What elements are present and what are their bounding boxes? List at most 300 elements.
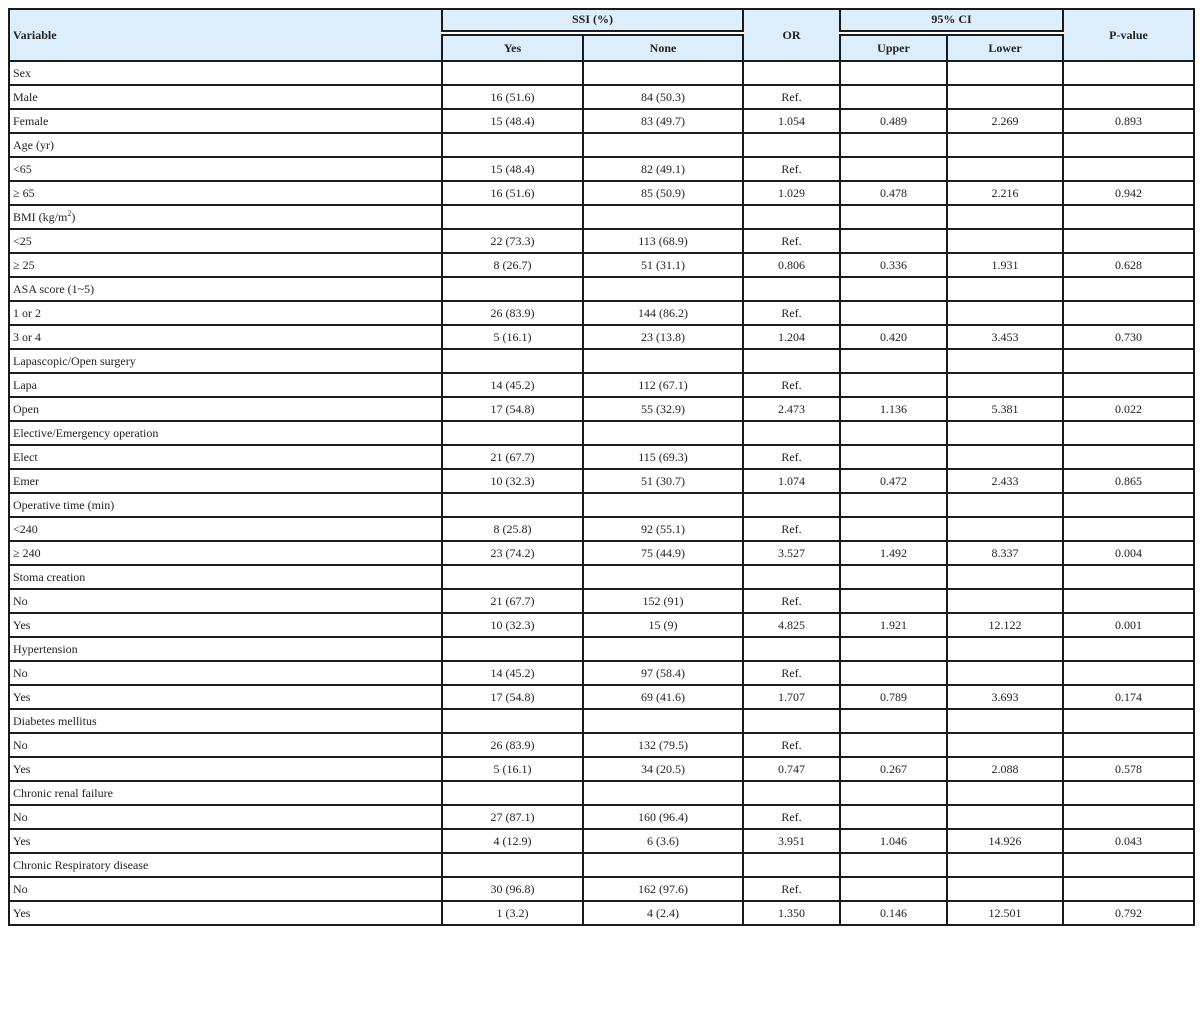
cell-ssi-none: 51 (30.7) [583,469,743,493]
cell-ci-upper [840,373,947,397]
cell-ssi-none: 4 (2.4) [583,901,743,925]
cell-variable [9,301,442,325]
cell-ci-upper [840,637,947,661]
cell-ssi-none [583,133,743,157]
table-row [9,349,1194,373]
cell-ssi-yes: 10 (32.3) [442,469,583,493]
table-row [9,805,1194,829]
table-row [9,493,1194,517]
cell-ssi-yes: 27 (87.1) [442,805,583,829]
table-row [9,301,1194,325]
cell-or: Ref. [743,805,840,829]
cell-ssi-yes: 5 (16.1) [442,325,583,349]
table-row [9,61,1194,85]
cell-ci-lower [947,709,1063,733]
cell-pvalue: 0.043 [1063,829,1194,853]
table-row [9,469,1194,493]
cell-pvalue [1063,205,1194,229]
cell-variable [9,277,442,301]
cell-variable [9,901,442,925]
cell-variable [9,205,442,229]
cell-ci-upper [840,709,947,733]
cell-or: 3.527 [743,541,840,565]
table-body [9,61,1194,925]
cell-pvalue [1063,229,1194,253]
cell-or: 4.825 [743,613,840,637]
cell-or: Ref. [743,229,840,253]
cell-pvalue: 0.174 [1063,685,1194,709]
variable-label: ASA score (1~5) [13,282,95,296]
cell-ssi-yes: 17 (54.8) [442,685,583,709]
cell-ci-upper [840,853,947,877]
cell-ci-upper [840,61,947,85]
cell-or: Ref. [743,589,840,613]
cell-variable [9,661,442,685]
cell-pvalue: 0.942 [1063,181,1194,205]
cell-ci-upper [840,229,947,253]
cell-ci-upper [840,277,947,301]
cell-or [743,421,840,445]
cell-ssi-none: 152 (91) [583,589,743,613]
cell-variable [9,493,442,517]
variable-label: No [13,666,28,680]
cell-ssi-yes: 4 (12.9) [442,829,583,853]
variable-label: Yes [13,618,31,632]
cell-ssi-none: 112 (67.1) [583,373,743,397]
cell-ci-lower [947,733,1063,757]
cell-ci-lower [947,205,1063,229]
variable-label-superscript: 2 [67,209,72,218]
cell-ssi-yes [442,205,583,229]
cell-variable [9,109,442,133]
cell-or: 1.707 [743,685,840,709]
cell-ci-lower [947,349,1063,373]
variable-label: Chronic renal failure [13,786,113,800]
cell-ci-upper [840,301,947,325]
table-row [9,709,1194,733]
table-row [9,901,1194,925]
cell-ci-lower [947,301,1063,325]
cell-ci-upper [840,493,947,517]
cell-ssi-none: 23 (13.8) [583,325,743,349]
cell-ci-lower: 2.269 [947,109,1063,133]
cell-pvalue: 0.730 [1063,325,1194,349]
cell-variable [9,589,442,613]
cell-or: Ref. [743,85,840,109]
cell-variable [9,757,442,781]
cell-ci-upper: 1.136 [840,397,947,421]
cell-variable [9,373,442,397]
cell-ci-lower [947,445,1063,469]
cell-ssi-none [583,349,743,373]
cell-or: Ref. [743,157,840,181]
cell-ci-lower: 12.501 [947,901,1063,925]
cell-variable [9,469,442,493]
cell-variable [9,397,442,421]
table-row [9,877,1194,901]
cell-variable [9,541,442,565]
cell-ci-lower [947,805,1063,829]
cell-ssi-yes: 15 (48.4) [442,109,583,133]
cell-ci-upper [840,157,947,181]
variable-label: ≥ 25 [13,258,35,272]
cell-ci-lower [947,493,1063,517]
cell-ssi-yes: 22 (73.3) [442,229,583,253]
cell-ssi-none [583,493,743,517]
variable-label: Yes [13,834,31,848]
cell-ci-lower: 2.216 [947,181,1063,205]
table-row [9,565,1194,589]
variable-label: ≥ 65 [13,186,35,200]
cell-ci-upper: 0.336 [840,253,947,277]
cell-ssi-none: 69 (41.6) [583,685,743,709]
cell-variable [9,805,442,829]
cell-ssi-yes: 14 (45.2) [442,373,583,397]
cell-ci-lower [947,61,1063,85]
cell-variable [9,637,442,661]
variable-label: Elective/Emergency operation [13,426,159,440]
cell-ssi-none [583,61,743,85]
table-row [9,397,1194,421]
cell-ssi-yes [442,709,583,733]
cell-or: Ref. [743,661,840,685]
cell-or: Ref. [743,445,840,469]
cell-ci-lower [947,421,1063,445]
cell-ssi-none [583,277,743,301]
cell-ssi-yes: 17 (54.8) [442,397,583,421]
variable-label: ≥ 240 [13,546,41,560]
cell-ssi-yes: 16 (51.6) [442,181,583,205]
table-row [9,685,1194,709]
cell-ci-lower [947,229,1063,253]
cell-or [743,853,840,877]
cell-variable [9,565,442,589]
variable-label: Sex [13,66,31,80]
header-pvalue: P-value [1063,9,1194,61]
cell-or [743,565,840,589]
header-ssi: SSI (%) [442,9,743,33]
cell-pvalue: 0.628 [1063,253,1194,277]
header-ssi-none: None [583,33,743,61]
variable-label: No [13,882,28,896]
cell-ci-lower [947,853,1063,877]
cell-ssi-none: 162 (97.6) [583,877,743,901]
cell-ci-upper [840,733,947,757]
table-row [9,589,1194,613]
cell-variable [9,85,442,109]
table-row [9,517,1194,541]
cell-pvalue [1063,349,1194,373]
cell-pvalue: 0.001 [1063,613,1194,637]
table-container [8,8,1195,926]
variable-label: Emer [13,474,39,488]
table-row [9,445,1194,469]
cell-ssi-none: 160 (96.4) [583,805,743,829]
cell-or: 3.951 [743,829,840,853]
cell-ci-lower: 8.337 [947,541,1063,565]
cell-ssi-none [583,853,743,877]
cell-ssi-yes: 1 (3.2) [442,901,583,925]
cell-pvalue: 0.022 [1063,397,1194,421]
variable-label: Open [13,402,39,416]
cell-or [743,709,840,733]
cell-or [743,277,840,301]
table-row [9,637,1194,661]
variable-label: Elect [13,450,38,464]
cell-ssi-yes: 10 (32.3) [442,613,583,637]
cell-ci-lower [947,565,1063,589]
cell-variable [9,325,442,349]
cell-variable [9,853,442,877]
cell-ssi-yes [442,565,583,589]
cell-ssi-none: 6 (3.6) [583,829,743,853]
cell-pvalue: 0.578 [1063,757,1194,781]
cell-ci-upper [840,877,947,901]
cell-pvalue [1063,61,1194,85]
cell-or: Ref. [743,733,840,757]
cell-pvalue [1063,709,1194,733]
cell-ci-upper [840,661,947,685]
cell-ssi-none: 144 (86.2) [583,301,743,325]
table-row [9,421,1194,445]
cell-ci-lower: 12.122 [947,613,1063,637]
cell-ssi-none [583,637,743,661]
cell-variable [9,733,442,757]
cell-variable [9,229,442,253]
cell-ci-lower [947,373,1063,397]
cell-ssi-yes [442,349,583,373]
cell-ssi-none [583,781,743,805]
cell-ssi-yes: 26 (83.9) [442,733,583,757]
cell-pvalue [1063,589,1194,613]
cell-variable [9,253,442,277]
cell-ssi-none: 51 (31.1) [583,253,743,277]
table-row [9,661,1194,685]
cell-variable [9,685,442,709]
table-row [9,829,1194,853]
table-row [9,781,1194,805]
table-row [9,253,1194,277]
header-ci: 95% CI [840,9,1063,33]
cell-ci-upper: 0.420 [840,325,947,349]
cell-variable [9,61,442,85]
table-header [9,9,1194,61]
cell-pvalue [1063,637,1194,661]
header-ci-upper: Upper [840,33,947,61]
cell-ci-upper [840,349,947,373]
header-ci-lower: Lower [947,33,1063,61]
cell-pvalue [1063,133,1194,157]
cell-variable [9,877,442,901]
cell-pvalue [1063,565,1194,589]
table-row [9,109,1194,133]
variable-label: No [13,810,28,824]
cell-ci-lower [947,589,1063,613]
cell-ci-lower [947,517,1063,541]
table-row [9,85,1194,109]
cell-ci-lower [947,781,1063,805]
table-row [9,229,1194,253]
cell-ci-upper [840,589,947,613]
cell-or: Ref. [743,877,840,901]
variable-label: Yes [13,762,31,776]
cell-ci-upper: 1.921 [840,613,947,637]
cell-or [743,781,840,805]
header-ssi-yes: Yes [442,33,583,61]
variable-label: Age (yr) [13,138,54,152]
variable-label: Lapascopic/Open surgery [13,354,136,368]
cell-ci-lower: 2.088 [947,757,1063,781]
header-or: OR [743,9,840,61]
table-row [9,277,1194,301]
cell-variable [9,709,442,733]
cell-variable [9,181,442,205]
cell-ci-upper [840,805,947,829]
cell-pvalue [1063,445,1194,469]
cell-or: 1.350 [743,901,840,925]
cell-ssi-none: 115 (69.3) [583,445,743,469]
cell-ssi-yes: 30 (96.8) [442,877,583,901]
cell-ci-lower [947,85,1063,109]
cell-pvalue [1063,733,1194,757]
cell-ssi-none: 84 (50.3) [583,85,743,109]
cell-pvalue [1063,85,1194,109]
cell-ssi-yes [442,277,583,301]
cell-pvalue [1063,157,1194,181]
cell-ssi-yes: 8 (26.7) [442,253,583,277]
cell-or [743,133,840,157]
cell-ci-lower: 3.693 [947,685,1063,709]
cell-ssi-none [583,205,743,229]
cell-ci-upper: 1.046 [840,829,947,853]
variable-label: Operative time (min) [13,498,115,512]
cell-ssi-none: 97 (58.4) [583,661,743,685]
variable-label: 3 or 4 [13,330,41,344]
cell-pvalue [1063,877,1194,901]
cell-ci-upper: 0.478 [840,181,947,205]
cell-pvalue [1063,493,1194,517]
variable-label: BMI (kg/m [13,210,68,224]
cell-ssi-none: 55 (32.9) [583,397,743,421]
cell-pvalue [1063,277,1194,301]
table-row [9,181,1194,205]
variable-label: <25 [13,234,32,248]
cell-or [743,493,840,517]
variable-label: Diabetes mellitus [13,714,97,728]
cell-pvalue [1063,301,1194,325]
cell-pvalue [1063,373,1194,397]
cell-ssi-yes [442,421,583,445]
cell-ssi-yes: 16 (51.6) [442,85,583,109]
cell-variable [9,829,442,853]
cell-ssi-yes: 5 (16.1) [442,757,583,781]
cell-ci-upper [840,517,947,541]
cell-pvalue [1063,853,1194,877]
cell-ssi-none: 83 (49.7) [583,109,743,133]
cell-ssi-none: 92 (55.1) [583,517,743,541]
cell-or: 1.074 [743,469,840,493]
cell-ci-lower: 5.381 [947,397,1063,421]
variable-label-tail: ) [71,210,76,224]
cell-or: 0.747 [743,757,840,781]
cell-ssi-yes [442,781,583,805]
table-row [9,373,1194,397]
cell-variable [9,613,442,637]
variable-label: Stoma creation [13,570,86,584]
cell-or: 1.204 [743,325,840,349]
cell-ci-upper [840,85,947,109]
cell-or [743,349,840,373]
cell-pvalue [1063,661,1194,685]
variable-label: Yes [13,690,31,704]
cell-ci-lower [947,877,1063,901]
variable-label: Lapa [13,378,37,392]
cell-ci-lower: 1.931 [947,253,1063,277]
cell-pvalue [1063,421,1194,445]
cell-or: 2.473 [743,397,840,421]
cell-ssi-none: 75 (44.9) [583,541,743,565]
cell-ci-lower [947,157,1063,181]
cell-ssi-none: 85 (50.9) [583,181,743,205]
cell-pvalue [1063,517,1194,541]
cell-ci-upper: 0.267 [840,757,947,781]
cell-ssi-none [583,565,743,589]
cell-variable [9,133,442,157]
cell-pvalue: 0.004 [1063,541,1194,565]
variable-label: <240 [13,522,38,536]
cell-ssi-yes: 23 (74.2) [442,541,583,565]
cell-ci-lower [947,133,1063,157]
cell-ci-lower: 2.433 [947,469,1063,493]
table-row [9,853,1194,877]
cell-variable [9,517,442,541]
cell-variable [9,781,442,805]
variable-label: Male [13,90,38,104]
cell-ssi-none: 113 (68.9) [583,229,743,253]
variable-label: Female [13,114,49,128]
cell-ci-lower [947,277,1063,301]
cell-pvalue [1063,781,1194,805]
variable-label: Chronic Respiratory disease [13,858,149,872]
cell-ci-upper [840,205,947,229]
variable-label: No [13,594,28,608]
cell-ci-upper: 0.146 [840,901,947,925]
cell-ci-lower: 3.453 [947,325,1063,349]
cell-ci-lower [947,637,1063,661]
cell-ssi-yes: 15 (48.4) [442,157,583,181]
variable-label: 1 or 2 [13,306,41,320]
cell-ssi-yes [442,133,583,157]
cell-ci-upper: 1.492 [840,541,947,565]
cell-or [743,61,840,85]
cell-ci-upper [840,133,947,157]
table-row [9,205,1194,229]
cell-ci-upper [840,781,947,805]
cell-variable [9,445,442,469]
cell-ci-upper: 0.789 [840,685,947,709]
cell-ssi-yes: 8 (25.8) [442,517,583,541]
cell-ssi-yes: 26 (83.9) [442,301,583,325]
cell-ssi-yes [442,493,583,517]
cell-ssi-yes [442,853,583,877]
cell-ssi-none: 34 (20.5) [583,757,743,781]
cell-ssi-none: 15 (9) [583,613,743,637]
cell-or [743,205,840,229]
table-row [9,733,1194,757]
cell-ssi-yes [442,637,583,661]
cell-variable [9,349,442,373]
cell-or: Ref. [743,373,840,397]
